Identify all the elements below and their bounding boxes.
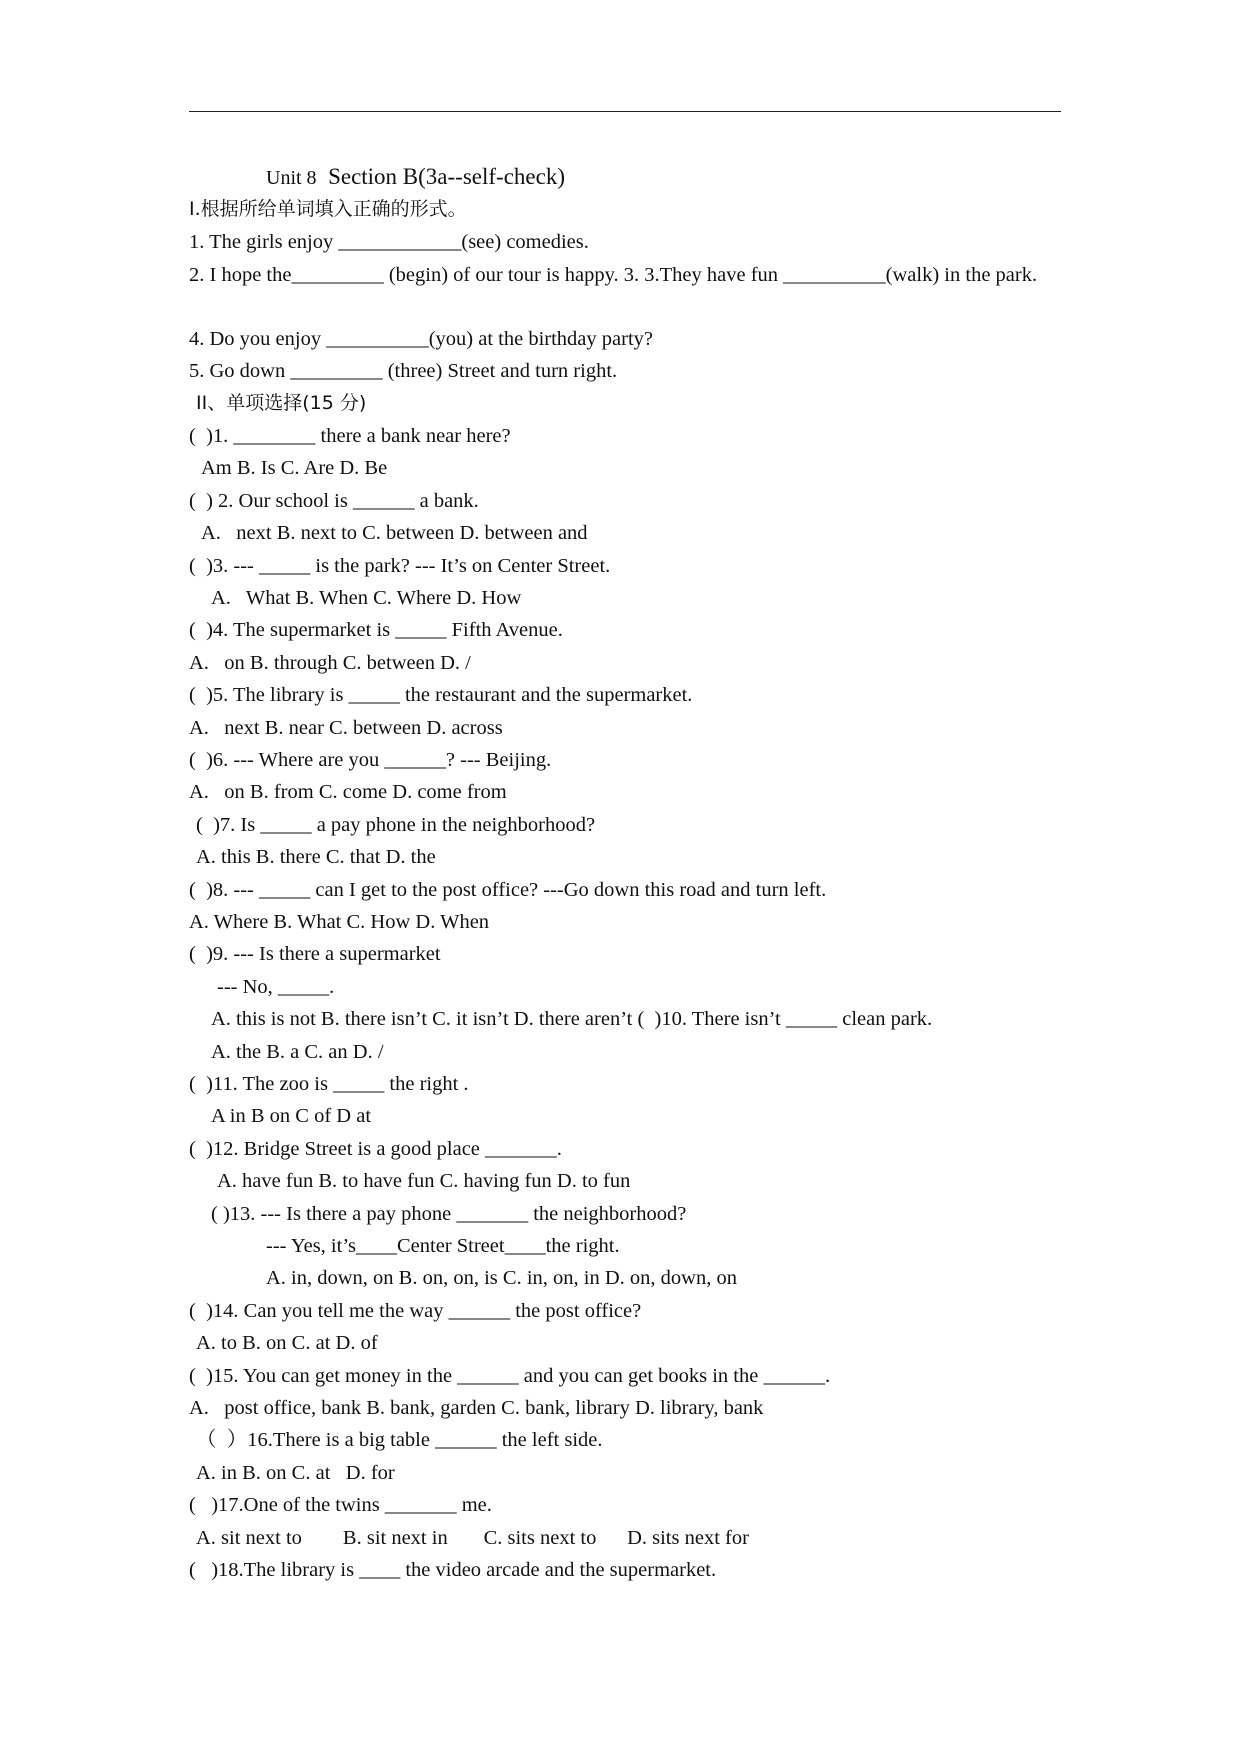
question-9-options-question-10: A. this is not B. there isn’t C. it isn’t D. there aren’t ( )10. There isn’t _____ clean park.	[211, 1008, 933, 1030]
question-17: ( )17.One of the twins _______ me.	[189, 1494, 492, 1516]
question-9: ( )9. --- Is there a supermarket	[189, 943, 441, 965]
question-11-options: A in B on C of D at	[211, 1105, 372, 1127]
question-3: ( )3. --- _____ is the park? --- It’s on Center Street.	[189, 555, 611, 577]
question-13: ( )13. --- Is there a pay phone _______ the neighborhood?	[211, 1203, 687, 1225]
question-16-options: A. in B. on C. at D. for	[196, 1462, 395, 1484]
question-13-dialogue: --- Yes, it’s____Center Street____the right.	[266, 1235, 620, 1257]
unit-label: Unit 8	[266, 167, 317, 189]
question-8: ( )8. --- _____ can I get to the post office? ---Go down this road and turn left.	[189, 879, 827, 901]
question-13-options: A. in, down, on B. on, on, is C. in, on, in D. on, down, on	[266, 1267, 737, 1289]
question-18: ( )18.The library is ____ the video arcade and the supermarket.	[189, 1559, 717, 1581]
header-rule	[189, 111, 1061, 112]
question-9-dialogue: --- No, _____.	[217, 976, 335, 998]
question-14-options: A. to B. on C. at D. of	[196, 1332, 378, 1354]
question-10-options: A. the B. a C. an D. /	[211, 1041, 384, 1063]
question-4: ( )4. The supermarket is _____ Fifth Avenue.	[189, 619, 563, 641]
question-5: ( )5. The library is _____ the restaurant and the supermarket.	[189, 684, 693, 706]
part1-question-4: 4. Do you enjoy __________(you) at the birthday party?	[189, 328, 654, 350]
question-12-options: A. have fun B. to have fun C. having fun D. to fun	[217, 1170, 631, 1192]
question-17-options: A. sit next to B. sit next in C. sits next to D. sits next for	[196, 1527, 749, 1549]
question-14: ( )14. Can you tell me the way ______ the post office?	[189, 1300, 642, 1322]
part1-heading: I.根据所给单词填入正确的形式。	[189, 198, 467, 220]
question-4-options: A. on B. through C. between D. /	[189, 652, 471, 674]
question-11: ( )11. The zoo is _____ the right .	[189, 1073, 469, 1095]
worksheet-title	[266, 164, 565, 190]
question-1-options: Am B. Is C. Are D. Be	[201, 457, 388, 479]
question-12: ( )12. Bridge Street is a good place _______.	[189, 1138, 562, 1160]
question-6-options: A. on B. from C. come D. come from	[189, 781, 507, 803]
part2-heading: II、单项选择(15 分)	[196, 392, 367, 414]
question-15-options: A. post office, bank B. bank, garden C. bank, library D. library, bank	[189, 1397, 764, 1419]
question-6: ( )6. --- Where are you ______? --- Beijing.	[189, 749, 552, 771]
question-2: ( ) 2. Our school is ______ a bank.	[189, 490, 479, 512]
question-5-options: A. next B. near C. between D. across	[189, 717, 503, 739]
question-16: （ ）16.There is a big table ______ the left side.	[196, 1429, 603, 1451]
question-15: ( )15. You can get money in the ______ and you can get books in the ______.	[189, 1365, 831, 1387]
question-3-options: A. What B. When C. Where D. How	[211, 587, 522, 609]
part1-question-2-3: 2. I hope the_________ (begin) of our tour is happy. 3. 3.They have fun __________(walk) in the park.	[189, 264, 1038, 286]
question-8-options: A. Where B. What C. How D. When	[189, 911, 490, 933]
question-2-options: A. next B. next to C. between D. between and	[201, 522, 588, 544]
part1-question-5: 5. Go down _________ (three) Street and turn right.	[189, 360, 618, 382]
part1-question-1: 1. The girls enjoy ____________(see) comedies.	[189, 231, 589, 253]
section-label: Section B(3a--self-check)	[328, 164, 565, 189]
question-1: ( )1. ________ there a bank near here?	[189, 425, 511, 447]
question-7-options: A. this B. there C. that D. the	[196, 846, 436, 868]
question-7: ( )7. Is _____ a pay phone in the neighborhood?	[196, 814, 596, 836]
